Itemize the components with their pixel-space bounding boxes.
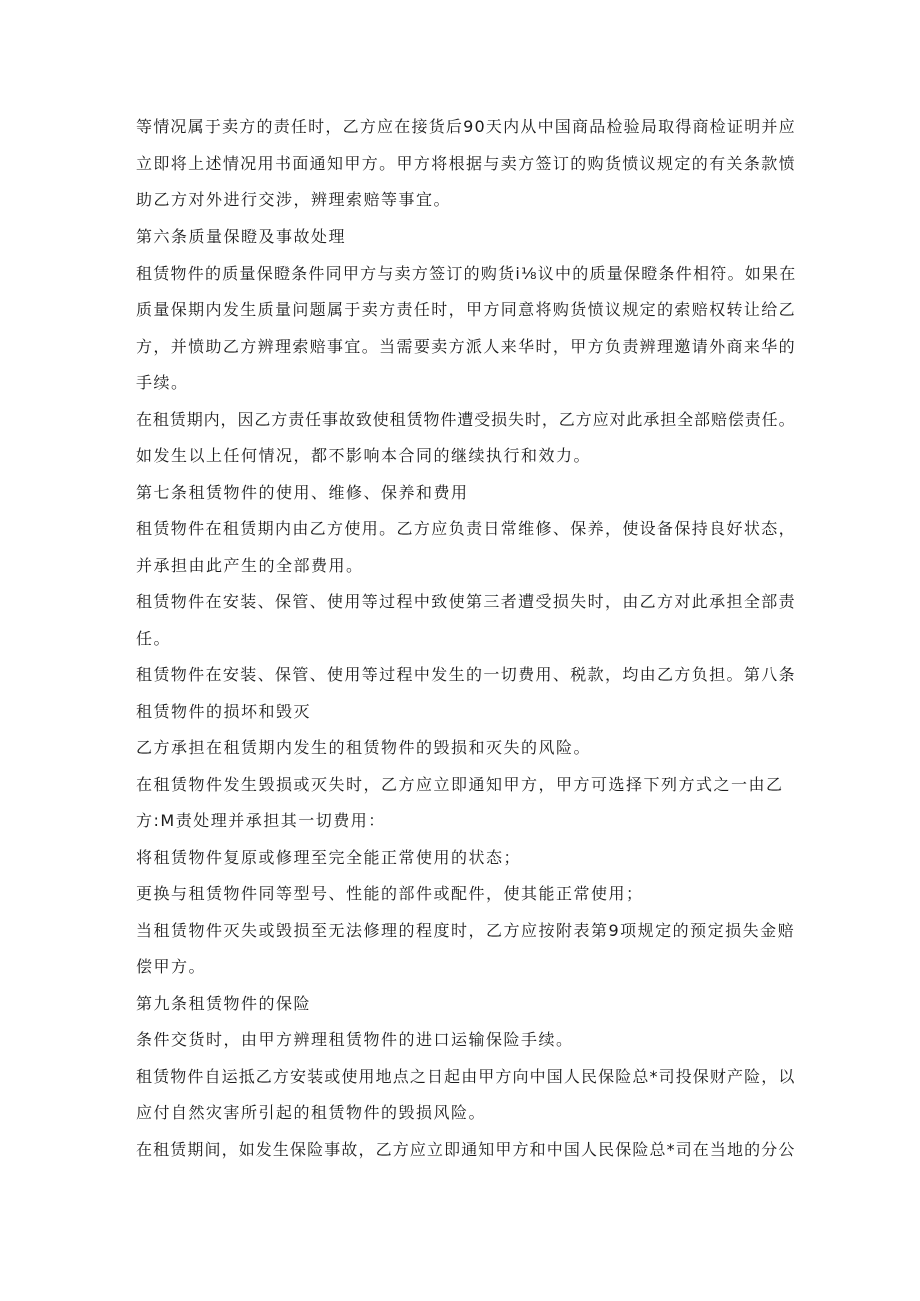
text-line: 立即将上述情况用书面通知甲方。甲方将根据与卖方签订的购货愤议规定的有关条款愤 — [136, 154, 797, 173]
text-line: 租赁物件在安装、保管、使用等过程中致使第三者遭受损失时，由乙方对此承担全部责 — [136, 592, 797, 611]
text-line: 当租赁物件灭失或毁损至无法修理的程度时，乙方应按附表第9项规定的预定损失金赔 — [136, 921, 796, 940]
text-line: 租赁物件在安装、保管、使用等过程中发生的一切费用、税款，均由乙方负担。第八条 — [136, 665, 797, 684]
text-line: 乙方承担在租赁期内发生的租赁物件的毁损和灭失的风险。 — [136, 738, 592, 757]
text-line: 如发生以上任何情况，都不影响本合同的继续执行和效力。 — [136, 446, 592, 465]
section-heading: 租赁物件的损坏和毁灭 — [136, 702, 312, 721]
section-heading: 第九条租赁物件的保险 — [136, 994, 312, 1013]
text-line: 偿甲方。 — [136, 957, 207, 976]
text-line: 任。 — [136, 629, 172, 648]
text-line: 条件交货时，由甲方辨理租赁物件的进口运输保险手续。 — [136, 1030, 574, 1049]
section-heading: 第七条租赁物件的使用、维修、保养和费用 — [136, 483, 469, 502]
text-line: 租赁物件的质量保瞪条件同甲方与卖方签订的购货i⅛议中的质量保瞪条件相符。如果在 — [136, 264, 797, 283]
text-line: 租赁物件自运抵乙方安装或使用地点之日起由甲方向中国人民保险总*司投保财产险，以 — [136, 1067, 796, 1086]
text-line: 方:M责处理并承担其一切费用： — [136, 811, 386, 830]
text-line: 手续。 — [136, 373, 189, 392]
text-line: 在租赁物件发生毁损或灭失时，乙方应立即通知甲方，甲方可选择下列方式之一由乙 — [136, 775, 784, 794]
section-heading: 第六条质量保瞪及事故处理 — [136, 227, 347, 246]
text-line: 助乙方对外进行交涉，辨理索赔等事宜。 — [136, 190, 452, 209]
text-line: 将租赁物件复原或修理至完全能正常使用的状态； — [136, 848, 522, 867]
text-line: 在租赁期内，因乙方责任事故致使租赁物件遭受损失时，乙方应对此承担全部赔偿责任。 — [136, 410, 796, 429]
text-line: 等情况属于卖方的责任时，乙方应在接货后90天内从中国商品检验局取得商检证明并应 — [136, 117, 796, 136]
text-line: 更换与租赁物件同等型号、性能的部件或配件，使其能正常使用； — [136, 884, 644, 903]
text-line: 租赁物件在租赁期内由乙方使用。乙方应负责日常维修、保养，使设备保持良好状态， — [136, 519, 797, 538]
text-line: 在租赁期间，如发生保险事故，乙方应立即通知甲方和中国人民保险总*司在当地的分公 — [136, 1140, 796, 1159]
text-line: 应付自然灾害所引起的租赁物件的毁损风险。 — [136, 1103, 487, 1122]
text-line: 质量保期内发生质量问题属于卖方责任时，甲方同意将购货愤议规定的索赔权转让给乙 — [136, 300, 797, 319]
text-line: 并承担由此产生的全部费用。 — [136, 556, 364, 575]
text-line: 方，并愤助乙方辨理索赔事宜。当需要卖方派人来华时，甲方负责辨理邀请外商来华的 — [136, 337, 797, 356]
